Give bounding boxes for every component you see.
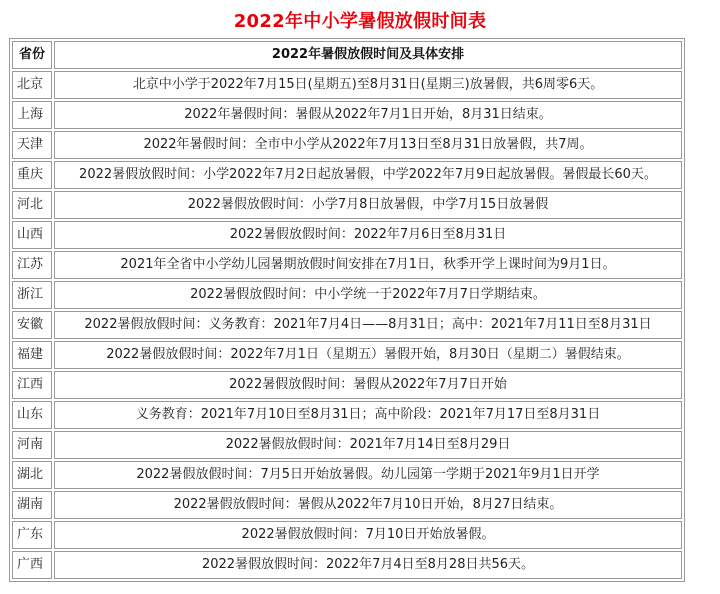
province-cell: 湖南: [12, 491, 52, 519]
table-row: [12, 461, 682, 489]
province-cell: 天津: [12, 131, 52, 159]
province-cell: 重庆: [12, 161, 52, 189]
province-cell: 北京: [12, 71, 52, 99]
table-row: [12, 71, 682, 99]
schedule-table: [9, 38, 685, 582]
province-cell: 上海: [12, 101, 52, 129]
detail-cell: 2022暑假放假时间：小学7月8日放暑假，中学7月15日放暑假: [54, 191, 682, 219]
province-cell: 浙江: [12, 281, 52, 309]
detail-cell: 2022暑假放假时间：7月10日开始放暑假。: [54, 521, 682, 549]
page-title: 2022年中小学暑假放假时间表: [233, 11, 487, 32]
province-cell: 江西: [12, 371, 52, 399]
detail-cell: 2022暑假放假时间：2022年7月1日（星期五）暑假开始，8月30日（星期二）暑假结束。: [54, 341, 682, 369]
table-row: [12, 371, 682, 399]
province-cell: 广西: [12, 551, 52, 579]
detail-cell: 2022暑假放假时间：7月5日开始放暑假。幼儿园第一学期于2021年9月1日开学: [54, 461, 682, 489]
detail-cell: 2022暑假放假时间：中小学统一于2022年7月7日学期结束。: [54, 281, 682, 309]
table-row: [12, 551, 682, 579]
table-row: [12, 521, 682, 549]
table-row: [12, 401, 682, 429]
detail-cell: 2022暑假放假时间：2022年7月6日至8月31日: [54, 221, 682, 249]
province-cell: 河北: [12, 191, 52, 219]
detail-cell: 2022暑假放假时间：2021年7月14日至8月29日: [54, 431, 682, 459]
detail-cell: 2022暑假放假时间：小学2022年7月2日起放暑假，中学2022年7月9日起放暑假。暑假最长60天。: [54, 161, 682, 189]
table-row: [12, 341, 682, 369]
table-body: [12, 71, 682, 579]
province-cell: 湖北: [12, 461, 52, 489]
detail-cell: 2022暑假放假时间：暑假从2022年7月7日开始: [54, 371, 682, 399]
table-row: [12, 311, 682, 339]
province-cell: 河南: [12, 431, 52, 459]
province-cell: 江苏: [12, 251, 52, 279]
province-cell: 山东: [12, 401, 52, 429]
province-cell: 山西: [12, 221, 52, 249]
detail-cell: 北京中小学于2022年7月15日(星期五)至8月31日(星期三)放暑假，共6周零6天。: [54, 71, 682, 99]
detail-cell: 2021年全省中小学幼儿园暑期放假时间安排在7月1日，秋季开学上课时间为9月1日。: [54, 251, 682, 279]
table-row: [12, 431, 682, 459]
table-row: [12, 251, 682, 279]
detail-cell: 义务教育：2021年7月10日至8月31日；高中阶段：2021年7月17日至8月31日: [54, 401, 682, 429]
table-row: [12, 221, 682, 249]
header-province: 省份: [12, 41, 52, 69]
detail-cell: 2022暑假放假时间：暑假从2022年7月10日开始，8月27日结束。: [54, 491, 682, 519]
table-row: [12, 191, 682, 219]
detail-cell: 2022年暑假时间：全市中小学从2022年7月13日至8月31日放暑假，共7周。: [54, 131, 682, 159]
province-cell: 安徽: [12, 311, 52, 339]
table-row: [12, 101, 682, 129]
detail-cell: 2022年暑假时间：暑假从2022年7月1日开始，8月31日结束。: [54, 101, 682, 129]
province-cell: 福建: [12, 341, 52, 369]
province-cell: 广东: [12, 521, 52, 549]
detail-cell: 2022暑假放假时间：2022年7月4日至8月28日共56天。: [54, 551, 682, 579]
header-detail: 2022年暑假放假时间及具体安排: [54, 41, 682, 69]
table-row: [12, 281, 682, 309]
table-row: [12, 491, 682, 519]
table-row: [12, 131, 682, 159]
table-row: [12, 161, 682, 189]
table-header-row: [12, 41, 682, 69]
detail-cell: 2022暑假放假时间：义务教育：2021年7月4日——8月31日；高中：2021年7月11日至8月31日: [54, 311, 682, 339]
